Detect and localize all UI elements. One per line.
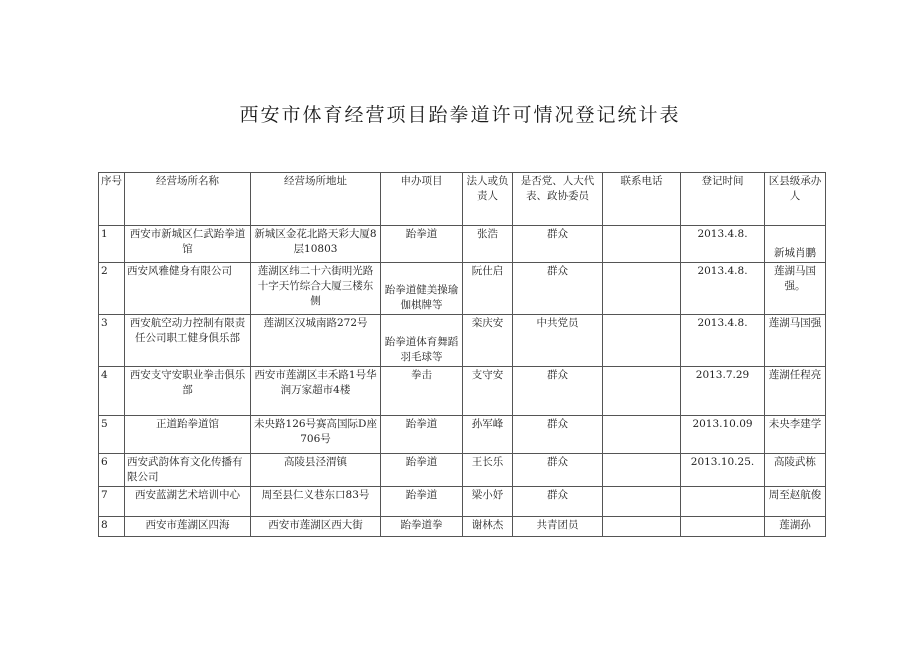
cell-date <box>681 487 765 517</box>
header-party: 是否党、人大代表、政协委员 <box>513 173 603 226</box>
cell-party: 群众 <box>513 226 603 263</box>
header-row <box>99 173 826 226</box>
cell-address: 西安市莲湖区西大街 <box>251 517 381 537</box>
cell-name: 西安风雅健身有限公司 <box>125 263 251 315</box>
table-row <box>99 315 826 367</box>
table-row <box>99 454 826 487</box>
cell-project: 拳击 <box>381 367 463 416</box>
cell-no: 7 <box>99 487 125 517</box>
header-person: 法人或负责人 <box>463 173 513 226</box>
cell-no: 6 <box>99 454 125 487</box>
cell-address: 莲湖区汉城南路272号 <box>251 315 381 367</box>
cell-project: 跆拳道体育舞蹈羽毛球等 <box>381 315 463 367</box>
cell-no: 1 <box>99 226 125 263</box>
cell-date <box>681 517 765 537</box>
header-project: 申办项目 <box>381 173 463 226</box>
cell-no: 8 <box>99 517 125 537</box>
cell-name: 西安航空动力控制有限责任公司职工健身俱乐部 <box>125 315 251 367</box>
cell-address: 未央路126号赛高国际D座706号 <box>251 416 381 454</box>
cell-party: 群众 <box>513 487 603 517</box>
cell-address: 新城区金花北路天彩大厦8层10803 <box>251 226 381 263</box>
table-row <box>99 487 826 517</box>
cell-party: 中共党员 <box>513 315 603 367</box>
cell-no: 2 <box>99 263 125 315</box>
cell-party: 群众 <box>513 454 603 487</box>
table-row <box>99 226 826 263</box>
cell-person: 谢林杰 <box>463 517 513 537</box>
table-row <box>99 367 826 416</box>
cell-address: 西安市莲湖区丰禾路1号华润万家超市4楼 <box>251 367 381 416</box>
cell-handler: 莲湖孙 <box>765 517 826 537</box>
cell-name: 正道跆拳道馆 <box>125 416 251 454</box>
cell-phone <box>603 263 681 315</box>
cell-phone <box>603 487 681 517</box>
cell-name: 西安市莲湖区四海 <box>125 517 251 537</box>
cell-name: 西安市新城区仁武跆拳道馆 <box>125 226 251 263</box>
header-no: 序号 <box>99 173 125 226</box>
cell-date: 2013.4.8. <box>681 263 765 315</box>
cell-person: 支守安 <box>463 367 513 416</box>
cell-project: 跆拳道 <box>381 226 463 263</box>
table-row <box>99 416 826 454</box>
table-row <box>99 263 826 315</box>
cell-address: 高陵县泾渭镇 <box>251 454 381 487</box>
header-address: 经营场所地址 <box>251 173 381 226</box>
cell-person: 张浩 <box>463 226 513 263</box>
cell-phone <box>603 315 681 367</box>
cell-date: 2013.4.8. <box>681 226 765 263</box>
cell-person: 栾庆安 <box>463 315 513 367</box>
cell-date: 2013.10.09 <box>681 416 765 454</box>
cell-phone <box>603 226 681 263</box>
cell-phone <box>603 416 681 454</box>
cell-address: 莲湖区纬二十六街明光路十字天竹综合大厦三楼东侧 <box>251 263 381 315</box>
cell-handler: 新城肖鹏 <box>765 226 826 263</box>
cell-date: 2013.10.25. <box>681 454 765 487</box>
cell-party: 群众 <box>513 416 603 454</box>
registration-table <box>98 172 826 537</box>
table-row <box>99 517 826 537</box>
cell-no: 5 <box>99 416 125 454</box>
cell-party: 群众 <box>513 263 603 315</box>
cell-date: 2013.7.29 <box>681 367 765 416</box>
cell-handler: 高陵武栋 <box>765 454 826 487</box>
cell-phone <box>603 367 681 416</box>
cell-project: 跆拳道拳 <box>381 517 463 537</box>
cell-party: 群众 <box>513 367 603 416</box>
cell-person: 阮仕启 <box>463 263 513 315</box>
cell-handler: 莲湖任程亮 <box>765 367 826 416</box>
header-name: 经营场所名称 <box>125 173 251 226</box>
header-handler: 区县级承办人 <box>765 173 826 226</box>
cell-project: 跆拳道 <box>381 416 463 454</box>
cell-name: 西安支守安职业拳击俱乐部 <box>125 367 251 416</box>
header-date: 登记时间 <box>681 173 765 226</box>
cell-person: 王长乐 <box>463 454 513 487</box>
cell-person: 孙军峰 <box>463 416 513 454</box>
header-phone: 联系电话 <box>603 173 681 226</box>
cell-project: 跆拳道 <box>381 487 463 517</box>
cell-handler: 莲湖马国强。 <box>765 263 826 315</box>
cell-phone <box>603 454 681 487</box>
cell-address: 周至县仁义巷东口83号 <box>251 487 381 517</box>
cell-name: 西安蓝湖艺术培训中心 <box>125 487 251 517</box>
cell-party: 共青团员 <box>513 517 603 537</box>
cell-phone <box>603 517 681 537</box>
cell-project: 跆拳道健美操瑜伽棋牌等 <box>381 263 463 315</box>
cell-name: 西安武韵体育文化传播有限公司 <box>125 454 251 487</box>
cell-date: 2013.4.8. <box>681 315 765 367</box>
cell-no: 3 <box>99 315 125 367</box>
cell-handler: 未央李建学 <box>765 416 826 454</box>
cell-project: 跆拳道 <box>381 454 463 487</box>
page-title: 西安市体育经营项目跆拳道许可情况登记统计表 <box>239 104 681 126</box>
cell-handler: 周至赵航俊 <box>765 487 826 517</box>
cell-no: 4 <box>99 367 125 416</box>
cell-handler: 莲湖马国强 <box>765 315 826 367</box>
cell-person: 梁小妤 <box>463 487 513 517</box>
